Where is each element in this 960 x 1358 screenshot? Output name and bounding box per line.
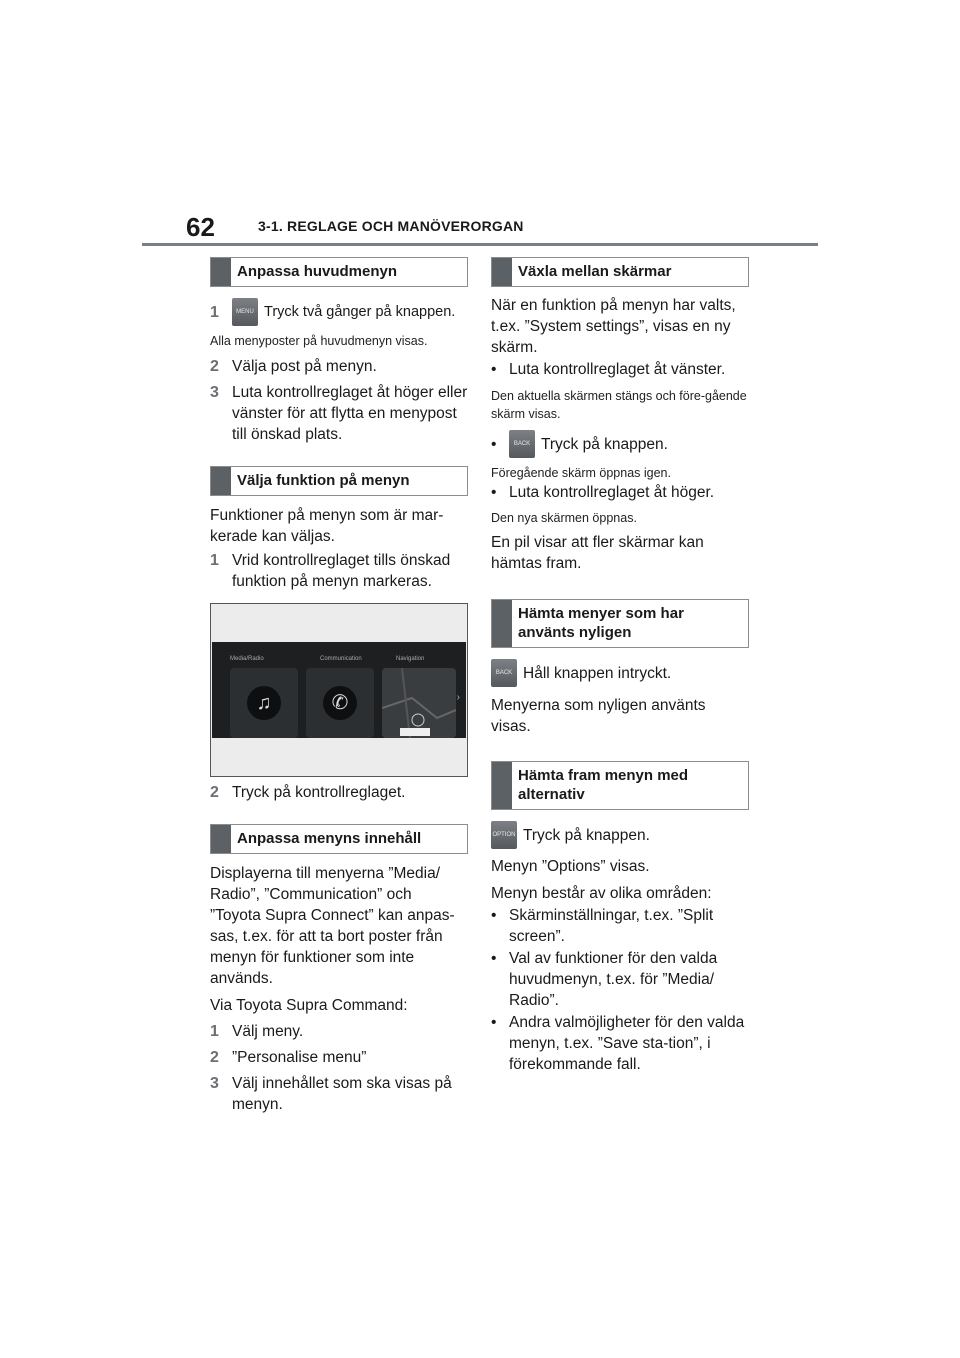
- heading-bar: [492, 762, 512, 809]
- paragraph: Funktioner på menyn som är mar-kerade kan väljas.: [210, 507, 444, 545]
- note: Den aktuella skärmen stängs och före-gående skärm visas.: [491, 389, 747, 421]
- bullet-dot: •: [491, 484, 497, 501]
- action-text: Tryck på knappen.: [523, 826, 650, 844]
- heading-recent-menus: [491, 599, 749, 648]
- media-tile: [230, 668, 298, 738]
- paragraph: En pil visar att fler skärmar kan hämtas fram.: [491, 534, 704, 572]
- tab-navigation: Navigation: [396, 656, 425, 662]
- heading-customize-main-menu: [210, 257, 468, 287]
- step: [210, 356, 468, 377]
- step-text: Välj meny.: [232, 1023, 304, 1040]
- action-line: [491, 821, 749, 849]
- chevron-right-icon: ›: [456, 692, 460, 703]
- step: [210, 782, 468, 803]
- heading-text: Växla mellan skärmar: [518, 263, 672, 280]
- note: Alla menyposter på huvudmenyn visas.: [210, 334, 428, 348]
- left-column: [210, 257, 468, 1115]
- bullet-dot: •: [491, 361, 497, 378]
- option-button-icon: OPTION: [491, 821, 517, 849]
- step-number: 3: [210, 384, 219, 401]
- heading-text: Anpassa huvudmenyn: [237, 263, 398, 280]
- communication-tile: [306, 668, 374, 738]
- heading-text: Välja funktion på menyn: [237, 472, 410, 489]
- bullet-item: [491, 482, 749, 503]
- bullet-item: [491, 1012, 749, 1075]
- display-screen: [212, 642, 466, 738]
- paragraph: Menyerna som nyligen använts visas.: [491, 697, 706, 735]
- paragraph: Via Toyota Supra Command:: [210, 997, 408, 1014]
- map-icon: [382, 668, 456, 738]
- step: [210, 550, 468, 592]
- heading-select-function: [210, 466, 468, 496]
- bullet-text: Luta kontrollreglaget åt höger.: [509, 484, 715, 501]
- step: [210, 298, 468, 326]
- paragraph: När en funktion på menyn har valts, t.ex. ”System settings”, visas en ny skärm.: [491, 297, 736, 356]
- bullet-dot: •: [491, 435, 497, 453]
- bullet-item: [491, 359, 749, 380]
- step: [210, 1073, 468, 1115]
- heading-bar: [211, 467, 231, 495]
- step-number: 1: [210, 1023, 219, 1040]
- heading-switch-screens: [491, 257, 749, 287]
- right-column: [491, 257, 749, 1075]
- heading-text: Anpassa menyns innehåll: [237, 830, 422, 847]
- bullet-text: Luta kontrollreglaget åt vänster.: [509, 361, 726, 378]
- back-button-icon: BACK: [509, 430, 535, 458]
- step-number: 2: [210, 1049, 219, 1066]
- navigation-tile: [382, 668, 456, 738]
- step-text: Tryck två gånger på knappen.: [264, 303, 456, 320]
- action-line: [491, 659, 749, 687]
- tab-media-radio: Media/Radio: [230, 656, 264, 662]
- action-text: Håll knappen intryckt.: [523, 664, 672, 682]
- bullet-text: Tryck på knappen.: [541, 435, 668, 453]
- bullet-text: Skärminställningar, t.ex. ”Split screen”.: [509, 907, 714, 945]
- step-text: Vrid kontrollreglaget tills önskad funktion på menyn markeras.: [232, 552, 451, 590]
- paragraph: Menyn består av olika områden:: [491, 885, 712, 902]
- bullet-dot: •: [491, 950, 497, 967]
- step-number: 2: [210, 358, 219, 375]
- bullet-item: [491, 905, 749, 947]
- step-number: 3: [210, 1075, 219, 1092]
- step: [210, 382, 468, 445]
- note: Föregående skärm öppnas igen.: [491, 466, 671, 480]
- step-text: Välja post på menyn.: [232, 358, 377, 375]
- header-rule: [142, 243, 818, 246]
- phone-icon: ✆: [323, 686, 357, 720]
- bullet-item: [491, 948, 749, 1011]
- step: [210, 1021, 468, 1042]
- heading-bar: [211, 825, 231, 853]
- step-text: ”Personalise menu”: [232, 1049, 367, 1066]
- note: Den nya skärmen öppnas.: [491, 511, 637, 525]
- music-note-icon: ♫: [247, 686, 281, 720]
- step: [210, 1047, 468, 1068]
- heading-text: Hämta fram menyn med alternativ: [518, 767, 689, 803]
- heading-bar: [492, 600, 512, 647]
- heading-options-menu: [491, 761, 749, 810]
- bullet-text: Val av funktioner för den valda huvudmenyn, t.ex. för ”Media/ Radio”.: [509, 950, 718, 1009]
- menu-screen-figure: [210, 603, 468, 777]
- page-number: 62: [186, 212, 215, 242]
- step-text: Luta kontrollreglaget åt höger eller vänster för att flytta en menypost till önskad plats.: [232, 384, 468, 443]
- heading-customize-menu-content: [210, 824, 468, 854]
- paragraph: Menyn ”Options” visas.: [491, 858, 650, 875]
- step-text: Välj innehållet som ska visas på menyn.: [232, 1075, 452, 1113]
- bullet-item: [491, 430, 749, 458]
- step-number: 2: [210, 784, 219, 801]
- menu-button-icon: MENU: [232, 298, 258, 326]
- heading-bar: [492, 258, 512, 286]
- paragraph: Displayerna till menyerna ”Media/ Radio”, ”Communication” och ”Toyota Supra Connect” kan anpas-sas, t.ex. för att ta bort poster från menyn för funktioner som inte används.: [210, 865, 455, 987]
- heading-text: Hämta menyer som har använts nyligen: [518, 605, 684, 641]
- bullet-text: Andra valmöjligheter för den valda menyn, t.ex. ”Save sta-tion”, i förekommande fall.: [509, 1014, 745, 1073]
- step-number: 1: [210, 552, 219, 569]
- bullet-dot: •: [491, 907, 497, 924]
- back-button-icon: BACK: [491, 659, 517, 687]
- bullet-dot: •: [491, 1014, 497, 1031]
- step-number: 1: [210, 303, 219, 321]
- section-title: 3-1. REGLAGE OCH MANÖVERORGAN: [258, 218, 524, 234]
- tab-communication: Communication: [320, 656, 362, 662]
- step-text: Tryck på kontrollreglaget.: [232, 784, 406, 801]
- heading-bar: [211, 258, 231, 286]
